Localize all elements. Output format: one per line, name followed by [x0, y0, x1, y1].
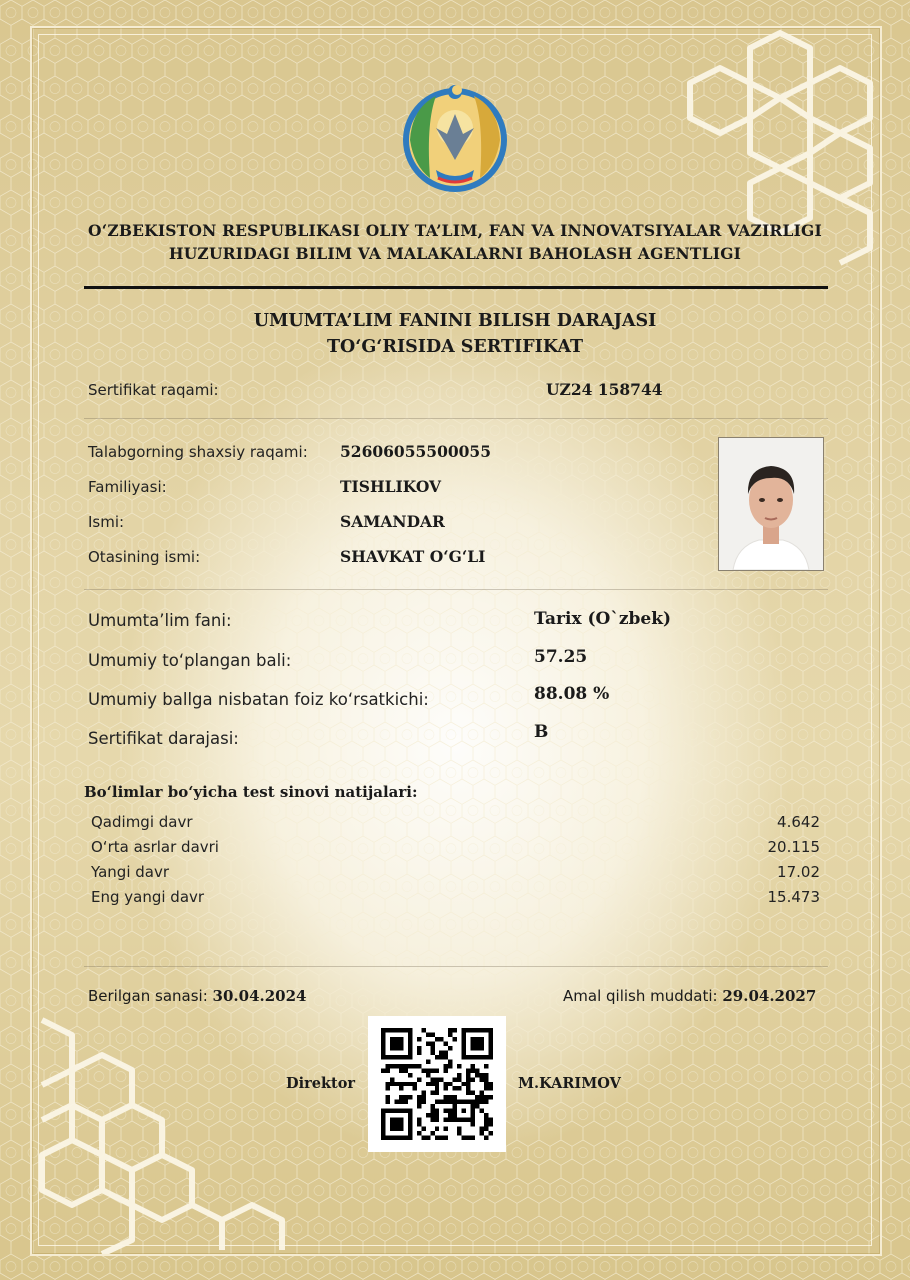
surname-value: TISHLIKOV [340, 477, 442, 496]
subject-value: Tarix (O`zbek) [534, 609, 672, 629]
total-score-label: Umumiy to‘plangan bali: [88, 651, 292, 670]
certificate-number-label: Sertifikat raqami: [88, 381, 219, 399]
director-label: Direktor [286, 1075, 356, 1092]
percent-value: 88.08 % [534, 684, 610, 704]
certificate-number-value: UZ24 158744 [546, 380, 663, 399]
director-name: M.KARIMOV [518, 1075, 621, 1092]
divider [84, 966, 828, 967]
patronymic-label: Otasining ismi: [88, 548, 201, 566]
personal-id-label: Talabgorning shaxsiy raqami: [88, 443, 308, 461]
name-label: Ismi: [88, 513, 125, 531]
section-score: 20.115 [767, 838, 820, 856]
personal-id-value: 52606055500055 [340, 442, 491, 461]
issued-date-label: Berilgan sanasi: [88, 987, 208, 1005]
divider [84, 418, 828, 419]
section-name: Yangi davr [91, 863, 170, 881]
total-score-value: 57.25 [534, 647, 588, 667]
valid-until-value: 29.04.2027 [722, 987, 817, 1005]
section-score: 15.473 [767, 888, 820, 906]
header-divider [84, 286, 828, 289]
section-score: 17.02 [777, 863, 820, 881]
certificate-level-label: Sertifikat darajasi: [88, 729, 239, 748]
state-emblem-icon [396, 78, 514, 196]
patronymic-value: SHAVKAT O‘G‘LI [340, 547, 486, 566]
certificate-title-line-2: TO‘G‘RISIDA SERTIFIKAT [327, 337, 583, 357]
certificate-title-line-1: UMUMTA’LIM FANINI BILISH DARAJASI [253, 311, 657, 331]
subject-label: Umumta’lim fani: [88, 611, 232, 630]
surname-label: Familiyasi: [88, 478, 167, 496]
organization-line-1: O‘ZBEKISTON RESPUBLIKASI OLIY TA’LIM, FAN VA INNOVATSIYALAR VAZIRLIGI [88, 221, 822, 240]
section-score: 4.642 [777, 813, 820, 831]
percent-label: Umumiy ballga nisbatan foiz ko‘rsatkichi: [88, 690, 429, 709]
section-name: O‘rta asrlar davri [91, 838, 219, 856]
issued-date-value: 30.04.2024 [212, 987, 307, 1005]
sections-heading: Bo‘limlar bo‘yicha test sinovi natijalari: [84, 783, 418, 801]
certificate-level-value: B [534, 722, 549, 742]
person-photo [718, 437, 824, 571]
divider [84, 589, 828, 590]
corner-ornament-bottom-left [32, 1010, 332, 1254]
section-name: Eng yangi davr [91, 888, 205, 906]
section-name: Qadimgi davr [91, 813, 193, 831]
valid-until [563, 987, 816, 1005]
qr-code-icon[interactable] [368, 1016, 506, 1152]
name-value: SAMANDAR [340, 512, 445, 531]
issued-date [88, 987, 307, 1005]
organization-line-2: HUZURIDAGI BILIM VA MALAKALARNI BAHOLASH AGENTLIGI [168, 244, 742, 263]
valid-until-label: Amal qilish muddati: [563, 987, 718, 1005]
